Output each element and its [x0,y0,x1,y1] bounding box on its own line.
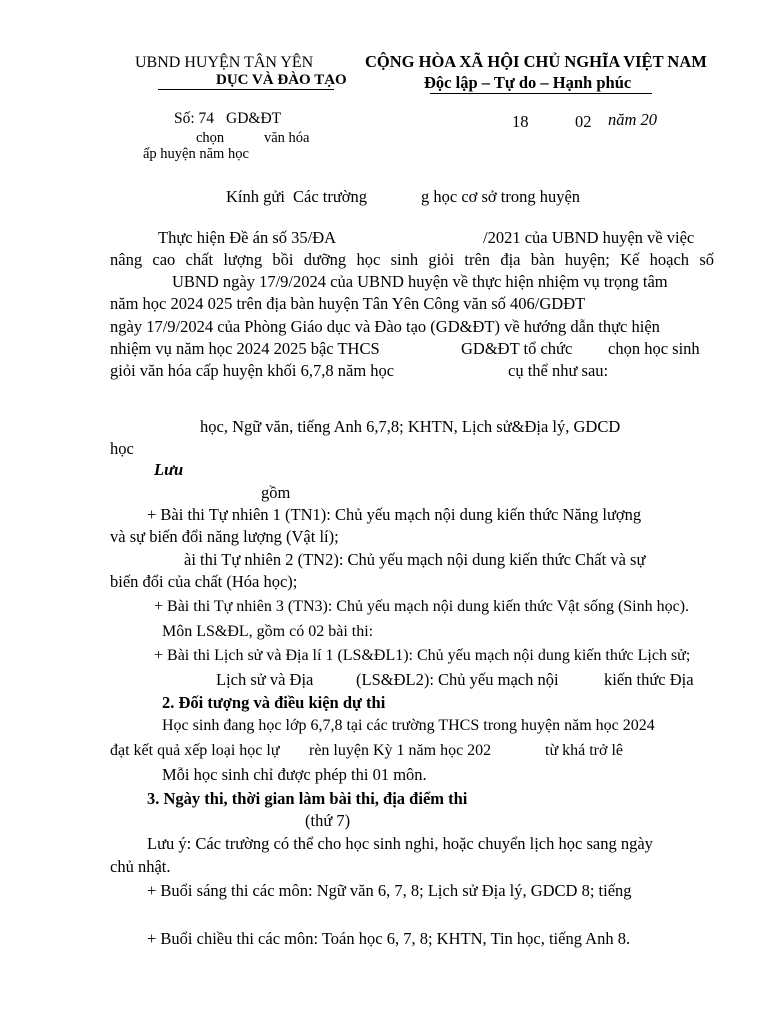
greeting-recipient-2: g học cơ sở trong huyện [421,187,581,206]
agency-underline [158,89,334,90]
subjects-line: học, Ngữ văn, tiếng Anh 6,7,8; KHTN, Lịch sử&Địa lý, GDCD [200,417,621,436]
exam-tn2-line-1: ài thi Tự nhiên 2 (TN2): Chủ yếu mạch nội dung kiến thức Chất và sự [184,550,646,569]
motto-underline [430,93,652,94]
body-line-1a: Thực hiện Đề án số 35/ĐA [158,228,337,247]
subject-line-2: ấp huyện năm học [143,146,249,162]
body-line-3: UBND ngày 17/9/2024 của UBND huyện về thực hiện nhiệm vụ trọng tâm [172,272,668,291]
body-line-4: năm học 2024 025 trên địa bàn huyện Tân Yên Công văn số 406/GDĐT [110,294,586,313]
body-line-7b: cụ thể như sau: [508,361,609,380]
document-number: Số: 74 [174,110,215,127]
lsdl-intro: Môn LS&ĐL, gồm có 02 bài thi: [162,623,374,640]
date-year: năm 20 [608,110,658,129]
section-3-day: (thứ 7) [305,811,351,830]
section-2-heading: 2. Đối tượng và điều kiện dự thi [162,693,386,712]
subject-line-1a: chọn [196,130,225,146]
greeting-label: Kính gửi [226,187,285,206]
note-label: Lưu [154,460,184,479]
body-line-7a: giỏi văn hóa cấp huyện khối 6,7,8 năm học [110,361,395,380]
body-line-6a: nhiệm vụ năm học 2024 2025 bậc THCS [110,339,380,358]
greeting-recipient-1: Các trường [293,187,368,206]
body-line-6b: GD&ĐT tổ chức [461,339,573,358]
date-day: 18 [512,112,529,131]
body-line-2: nâng cao chất lượng bồi dưỡng học sinh giỏi trên địa bàn huyện; Kế hoạch số [110,250,714,269]
document-code: GD&ĐT [226,110,282,127]
exam-lsdl2-a: Lịch sử và Địa [216,670,314,689]
body-line-5: ngày 17/9/2024 của Phòng Giáo dục và Đào tạo (GD&ĐT) về hướng dẫn thực hiện [110,317,660,336]
section-3-note-2: chủ nhật. [110,857,171,876]
date-month: 02 [575,112,592,131]
includes-label: gồm [261,483,291,502]
national-title: CỘNG HÒA XÃ HỘI CHỦ NGHĨA VIỆT NAM [365,52,707,71]
section-2-line-3: Mỗi học sinh chỉ được phép thi 01 môn. [162,765,427,784]
exam-tn3-line: + Bài thi Tự nhiên 3 (TN3): Chủ yếu mạch nội dung kiến thức Vật sống (Sinh học). [154,598,690,615]
section-3-afternoon: + Buổi chiều thi các môn: Toán học 6, 7, 8; KHTN, Tin học, tiếng Anh 8. [147,929,631,948]
exam-lsdl2-b: (LS&ĐL2): Chủ yếu mạch nội [356,670,559,689]
section-3-note: Lưu ý: Các trường có thể cho học sinh nghi, hoặc chuyển lịch học sang ngày [147,834,653,853]
body-line-6c: chọn học sinh [608,339,700,358]
department-name: DỤC VÀ ĐÀO TẠO [216,72,347,88]
section-3-heading: 3. Ngày thi, thời gian làm bài thi, địa điểm thi [147,789,468,808]
section-2-line-2c: từ khá trở lê [545,742,623,759]
subject-line-1b: văn hóa [264,130,310,146]
exam-tn1-line-2: và sự biến đổi năng lượng (Vật lí); [110,527,339,546]
agency-name: UBND HUYỆN TÂN YÊN [135,54,314,71]
exam-lsdl1-line: + Bài thi Lịch sử và Địa lí 1 (LS&ĐL1): Chủ yếu mạch nội dung kiến thức Lịch sử; [154,647,691,664]
section-2-line-2b: rèn luyện Kỳ 1 năm học 202 [309,742,492,759]
body-line-1b: /2021 của UBND huyện về việc [483,228,695,247]
subjects-line-2: học [110,439,134,458]
section-3-morning: + Buổi sáng thi các môn: Ngữ văn 6, 7, 8; Lịch sử Địa lý, GDCD 8; tiếng [147,881,632,900]
section-2-line-1: Học sinh đang học lớp 6,7,8 tại các trường THCS trong huyện năm học 2024 [162,717,655,734]
exam-tn1-line-1: + Bài thi Tự nhiên 1 (TN1): Chủ yếu mạch nội dung kiến thức Năng lượng [147,505,642,524]
exam-lsdl2-c: kiến thức Địa [604,670,694,689]
section-2-line-2a: đạt kết quả xếp loại học lự [110,742,280,759]
national-motto: Độc lập – Tự do – Hạnh phúc [424,73,632,92]
exam-tn2-line-2: biến đổi của chất (Hóa học); [110,572,298,591]
